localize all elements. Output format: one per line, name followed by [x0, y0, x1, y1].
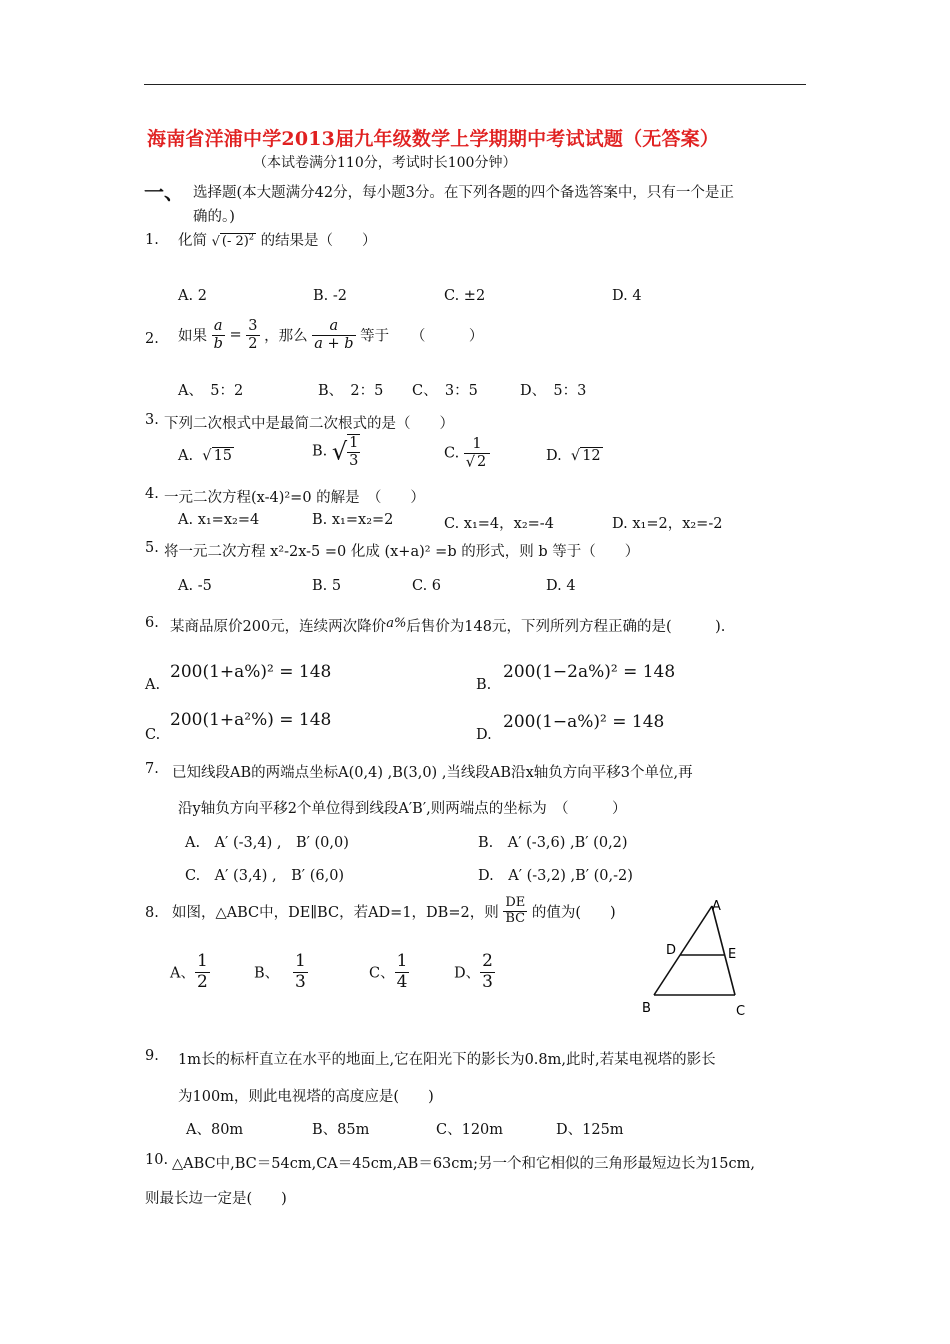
q3-stem: 下列二次根式中是最简二次根式的是（ ） [164, 416, 454, 432]
q7-number: 7. [145, 761, 159, 777]
q8-option-d: D、 $\frac{2}{3}$ [454, 951, 493, 992]
q2-option-d: D、 5：3 [520, 383, 587, 399]
q2-number: 2. [145, 331, 159, 347]
q6-option-d-equation: 200(1−a%)² = 148 [503, 712, 665, 732]
vertex-b-label: B [642, 1001, 651, 1016]
q6-option-b-equation: 200(1−2a%)² = 148 [503, 662, 676, 682]
q8-option-b: B、 $\frac{1}{3}$ [254, 951, 306, 992]
q9-stem-line2: 为100m，则此电视塔的高度应是( ) [178, 1089, 434, 1105]
q6-option-a-label: A. [145, 677, 161, 693]
q8-option-a: A、 $\frac{1}{2}$ [170, 951, 208, 992]
q2-option-c: C、 3：5 [412, 383, 478, 399]
q5-option-b: B. 5 [312, 578, 342, 594]
q2-post: 等于 （ ） [360, 328, 484, 345]
q2-pre: 如果 [178, 328, 207, 345]
q7-option-c: C. A′ (3,4) , B′ (6,0) [185, 868, 345, 884]
q6-number: 6. [145, 615, 159, 631]
q7-stem-line1: 已知线段AB的两端点坐标A(0,4) ,B(3,0) ,当线段AB沿x轴负方向平移3个单位,再 [172, 765, 693, 781]
page-title: 海南省洋浦中学2013届九年级数学上学期期中考试试题（无答案） [147, 128, 720, 150]
q1-number: 1. [145, 232, 159, 248]
q1-post: 的结果是（ ） [260, 233, 377, 249]
q3-option-c: C. $\frac{1}{√ 2}$ [444, 436, 490, 471]
q1-pre: 化简 [178, 233, 207, 249]
q1-option-a: A. 2 [178, 288, 207, 304]
q2-fraction-32: $\frac{3}{2}$ [248, 318, 258, 352]
q9-number: 9. [145, 1048, 159, 1064]
side-ab [654, 906, 712, 995]
exam-info: （本试卷满分110分，考试时长100分钟） [253, 155, 517, 171]
q6-option-c-equation: 200(1+a²%) = 148 [170, 710, 332, 730]
vertex-e-label: E [728, 947, 737, 962]
q6-option-b-label: B. [476, 677, 492, 693]
q1-radicand: (- 2) [221, 234, 249, 250]
q4-option-c: C. x₁=4，x₂=-4 [444, 516, 554, 532]
q4-option-b: B. x₁=x₂=2 [312, 512, 394, 528]
q1-stem [178, 229, 377, 250]
q2-equals: = [229, 327, 242, 344]
q5-number: 5. [145, 540, 159, 556]
q4-option-d: D. x₁=2，x₂=-2 [612, 516, 723, 532]
q4-option-a: A. x₁=x₂=4 [178, 512, 260, 528]
q6-option-c-label: C. [145, 727, 161, 743]
q5-option-c: C. 6 [412, 578, 442, 594]
q6-percent: a% [386, 616, 407, 631]
q1-option-c: C. ±2 [444, 288, 486, 304]
q10-stem-line1: △ABC中,BC＝54cm,CA＝45cm,AB＝63cm;另一个和它相似的三角形最短边长为15cm, [172, 1156, 755, 1172]
q4-number: 4. [145, 486, 159, 502]
top-rule [144, 84, 806, 85]
section-instructions-cont: 确的。) [193, 209, 235, 225]
q9-option-b: B、85m [312, 1122, 370, 1138]
q2-fraction-ab: $\frac{a}{b}$ [213, 318, 223, 352]
q3-option-a: A. √ 15 [178, 448, 233, 464]
q3-option-b: B. √ $\frac{1}{3}$ [312, 435, 359, 469]
q1-option-b: B. -2 [313, 288, 347, 304]
q5-option-a: A. -5 [178, 578, 212, 594]
q7-stem-line2: 沿y轴负方向平移2个单位得到线段A′B′,则两端点的坐标为 （ ） [178, 801, 627, 817]
q8-stem: 如图，△ABC中，DE∥BC，若AD=1，DB=2，则 $\frac{DE}{BC}$ 的值为( ) [172, 895, 616, 926]
q6-stem: 某商品原价200元，连续两次降价a%后售价为148元，下列所列方程正确的是( ). [170, 616, 726, 635]
q2-mid: ，那么 [264, 328, 308, 345]
q7-option-d: D. A′ (-3,2) ,B′ (0,-2) [478, 868, 633, 884]
q4-stem: 一元二次方程(x-4)²=0 的解是 （ ） [164, 490, 425, 506]
q1-option-d: D. 4 [612, 288, 642, 304]
q9-option-a: A、80m [186, 1122, 244, 1138]
triangle-figure [636, 892, 766, 1022]
q2-fraction-target: $\frac{a}{a + b}$ [314, 318, 354, 352]
section-number: 一、 [144, 180, 184, 204]
q2-option-a: A、 5：2 [178, 383, 244, 399]
q5-option-d: D. 4 [546, 578, 576, 594]
q9-stem-line1: 1m长的标杆直立在水平的地面上,它在阳光下的影长为0.8m,此时,若某电视塔的影长 [178, 1052, 716, 1068]
q3-number: 3. [145, 412, 159, 428]
q9-option-c: C、120m [436, 1122, 504, 1138]
q2-option-b: B、 2：5 [318, 383, 384, 399]
q10-stem-line2: 则最长边一定是( ) [145, 1191, 287, 1207]
q9-option-d: D、125m [556, 1122, 624, 1138]
q5-stem: 将一元二次方程 x²-2x-5 =0 化成 (x+a)² =b 的形式，则 b 等于（ ） [164, 544, 640, 560]
q8-fraction-de-bc: $\frac{DE}{BC}$ [505, 895, 526, 926]
q1-radical: √ (- 2)$^2$ [211, 232, 254, 250]
vertex-c-label: C [736, 1004, 746, 1019]
q2-stem [178, 318, 483, 352]
q7-option-a: A. A′ (-3,4) , B′ (0,0) [185, 835, 349, 851]
q10-number: 10. [145, 1152, 169, 1168]
q3-option-d: D. √ 12 [546, 448, 601, 464]
q8-number: 8. [145, 905, 159, 921]
q8-option-c: C、 $\frac{1}{4}$ [369, 951, 408, 992]
vertex-a-label: A [712, 899, 721, 914]
q7-option-b: B. A′ (-3,6) ,B′ (0,2) [478, 835, 628, 851]
vertex-d-label: D [666, 943, 677, 958]
section-instructions: 选择题(本大题满分42分，每小题3分。在下列各题的四个备选答案中，只有一个是正 [193, 185, 734, 201]
q6-option-d-label: D. [476, 727, 492, 743]
q6-option-a-equation: 200(1+a%)² = 148 [170, 662, 332, 682]
